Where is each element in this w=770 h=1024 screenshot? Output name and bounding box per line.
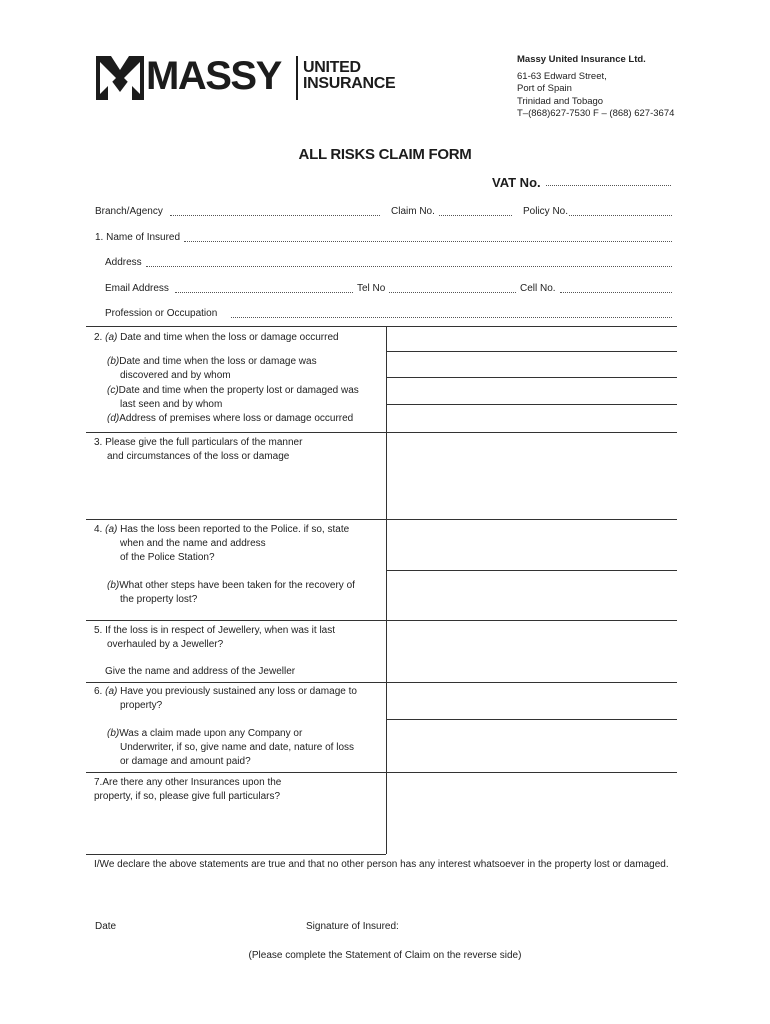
question-text: 3. Please give the full particulars of the manner xyxy=(94,437,303,448)
question-text: of the Police Station? xyxy=(120,552,215,563)
company-phone: T–(868)627-7530 F – (868) 627-3674 xyxy=(517,108,675,119)
question-text: 5. If the loss is in respect of Jewellery, when was it last xyxy=(94,625,336,636)
profession-field[interactable] xyxy=(231,317,672,318)
answer-4b[interactable] xyxy=(387,571,677,620)
answer-2c[interactable] xyxy=(387,378,677,404)
profession-label: Profession or Occupation xyxy=(105,308,218,319)
question-letter: (b) xyxy=(107,728,120,739)
question-letter: (b) xyxy=(107,580,120,591)
email-field[interactable] xyxy=(175,292,353,293)
policy-field[interactable] xyxy=(569,215,672,216)
question-5 xyxy=(94,624,335,652)
answer-2d[interactable] xyxy=(387,405,677,432)
question-number: 4. xyxy=(94,524,106,535)
cell-label: Cell No. xyxy=(520,283,556,294)
question-2c xyxy=(107,384,359,412)
question-text: Give the name and address of the Jeweller xyxy=(105,666,296,677)
answer-7[interactable] xyxy=(387,773,677,854)
claim-label: Claim No. xyxy=(391,206,435,217)
tel-label: Tel No xyxy=(357,283,386,294)
question-number: 6. xyxy=(94,686,106,697)
question-letter: (d) xyxy=(107,413,120,424)
cell-field[interactable] xyxy=(560,292,672,293)
question-4b xyxy=(107,579,355,607)
question-text: last seen and by whom xyxy=(120,399,223,410)
question-text: property, if so, please give full particulars? xyxy=(94,791,281,802)
table-bottom-rule xyxy=(86,854,386,855)
question-4a xyxy=(94,523,349,565)
answer-3[interactable] xyxy=(387,433,677,519)
question-text: property? xyxy=(120,700,163,711)
question-2a xyxy=(94,331,339,345)
question-text: Date and time when the loss or damage was xyxy=(119,356,317,367)
question-5-jeweller xyxy=(105,665,295,679)
signature-field[interactable] xyxy=(410,916,670,934)
company-address-line: 61-63 Edward Street, xyxy=(517,70,607,82)
tel-field[interactable] xyxy=(389,292,516,293)
question-letter: (a) xyxy=(105,686,118,697)
question-text: What other steps have been taken for the recovery of xyxy=(119,580,355,591)
logo-insurance-text: INSURANCE xyxy=(303,75,396,92)
name-label: 1. Name of Insured xyxy=(95,232,181,243)
question-letter: (b) xyxy=(107,356,120,367)
email-label: Email Address xyxy=(105,283,169,294)
question-text: overhauled by a Jeweller? xyxy=(107,639,224,650)
question-text: 7.Are there any other Insurances upon the xyxy=(94,777,282,788)
answer-2b[interactable] xyxy=(387,352,677,377)
question-text: or damage and amount paid? xyxy=(120,756,251,767)
form-title: ALL RISKS CLAIM FORM xyxy=(298,146,472,163)
question-text: and circumstances of the loss or damage xyxy=(107,451,290,462)
logo-divider xyxy=(296,56,298,100)
company-name: Massy United Insurance Ltd. xyxy=(517,54,646,65)
question-text: Address of premises where loss or damage occurred xyxy=(119,413,354,424)
question-7 xyxy=(94,776,281,804)
address-field[interactable] xyxy=(146,266,672,267)
question-text: Has the loss been reported to the Police. if so, state xyxy=(117,524,350,535)
vat-label: VAT No. xyxy=(492,175,541,190)
declaration-text: I/We declare the above statements are true and that no other person has any interest whatsoever in the property lost or damaged. xyxy=(94,859,669,870)
policy-label: Policy No. xyxy=(523,206,569,217)
answer-6a[interactable] xyxy=(387,683,677,719)
answer-4a[interactable] xyxy=(387,520,677,570)
question-text: Underwriter, if so, give name and date, nature of loss xyxy=(120,742,355,753)
question-text: when and the name and address xyxy=(120,538,266,549)
company-address-block xyxy=(517,54,674,121)
company-address-line: Port of Spain xyxy=(517,83,572,94)
company-logo xyxy=(96,52,426,104)
question-text: Was a claim made upon any Company or xyxy=(119,728,303,739)
massy-m-icon xyxy=(96,54,144,102)
question-6a xyxy=(94,685,357,713)
logo-brand-text: MASSY xyxy=(146,54,281,98)
question-2d xyxy=(107,412,353,426)
signature-label: Signature of Insured: xyxy=(306,921,399,932)
question-6b xyxy=(107,727,354,769)
address-label: Address xyxy=(105,257,142,268)
question-text: the property lost? xyxy=(120,594,198,605)
question-letter: (a) xyxy=(105,332,118,343)
question-text: Date and time when the loss or damage occurred xyxy=(117,332,339,343)
answer-6b[interactable] xyxy=(387,720,677,772)
answer-5[interactable] xyxy=(387,621,677,682)
question-text: Date and time when the property lost or damaged was xyxy=(118,385,359,396)
date-field[interactable] xyxy=(125,916,285,934)
question-number: 2. xyxy=(94,332,106,343)
answer-2a[interactable] xyxy=(387,327,677,351)
question-text: Have you previously sustained any loss or damage to xyxy=(117,686,357,697)
branch-label: Branch/Agency xyxy=(95,206,163,217)
claim-field[interactable] xyxy=(439,215,512,216)
question-2b xyxy=(107,355,317,383)
company-address-line: Trinidad and Tobago xyxy=(517,95,604,107)
reverse-side-note: (Please complete the Statement of Claim on the reverse side) xyxy=(248,950,522,961)
question-letter: (c) xyxy=(107,385,119,396)
name-field[interactable] xyxy=(184,241,672,242)
vat-field[interactable] xyxy=(546,185,671,186)
logo-united-text: UNITED xyxy=(303,59,361,76)
question-letter: (a) xyxy=(105,524,118,535)
branch-field[interactable] xyxy=(170,215,380,216)
question-text: discovered and by whom xyxy=(120,370,231,381)
question-3 xyxy=(94,436,302,464)
date-label: Date xyxy=(95,921,117,932)
